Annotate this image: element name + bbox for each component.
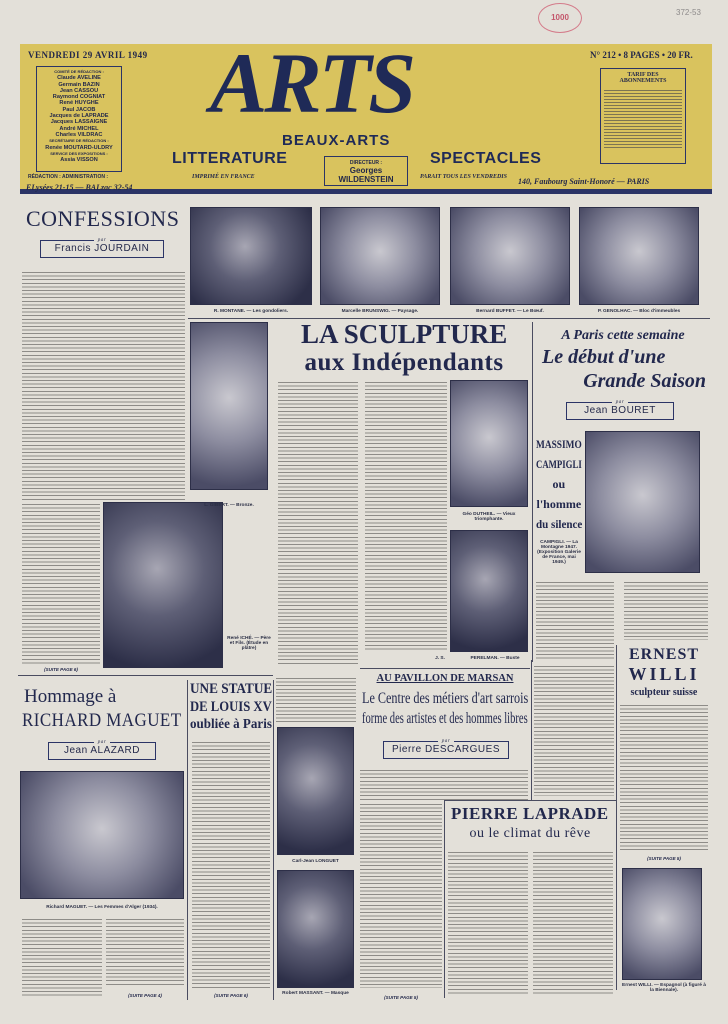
sculpture-photo-massant <box>277 870 354 988</box>
committee-member: Jacques de LAPRADE <box>49 113 109 120</box>
continued-note: (SUITE PAGE 6) <box>214 993 248 998</box>
painting-brunswig <box>320 207 440 305</box>
laprade-title-1: PIERRE LAPRADE <box>451 804 609 823</box>
caption-perelman: PERELMAN. — Buste <box>470 656 520 661</box>
service-contact: Assia VISSON <box>60 157 98 164</box>
library-stamp: 1000 <box>538 3 582 33</box>
confessions-title: CONFESSIONS <box>26 206 180 231</box>
service-label: SERVICE DES EXPOSITIONS : <box>50 150 108 156</box>
byline-par: par <box>438 739 454 744</box>
sculpture-body-cont <box>276 676 356 724</box>
sculpture-title-1: LA SCULPTURE <box>301 319 508 349</box>
saison-title-2: Grande Saison <box>583 370 706 392</box>
willi-title-1: ERNEST <box>629 646 700 663</box>
weekly-note: PARAIT TOUS LES VENDREDIS <box>420 174 507 180</box>
byline-par: par <box>94 238 110 243</box>
committee-member: René HUYGHE <box>59 100 99 107</box>
painting-montane <box>190 207 312 305</box>
subscriptions-title: TARIF DES ABONNEMENTS <box>619 72 667 84</box>
caption-dutheil: Géo DUTHEIL. — Vieux triomphante. <box>462 512 516 522</box>
maguet-title-2: RICHARD MAGUET <box>22 710 182 731</box>
logo-arts: ARTS <box>210 35 414 131</box>
committee-member: Claude AVELINE <box>57 75 101 82</box>
committee-member: Paul JACOB <box>62 106 96 113</box>
author: Francis JOURDAIN <box>54 243 150 254</box>
committee-member: Jacques LASSAIGNE <box>50 119 108 126</box>
committee-member: Germain BAZIN <box>58 81 100 88</box>
campigli-line: ou <box>552 477 566 491</box>
marsan-title-1: Le Centre des métiers d'art sarrois <box>362 690 529 707</box>
maguet-title-1: Hommage à <box>24 686 117 707</box>
confessions-byline <box>40 240 164 258</box>
director-first: Georges <box>349 166 383 175</box>
phones: ELysées 21-15 — BALzac 32-54 <box>26 183 133 192</box>
painting-maguet <box>20 771 184 899</box>
saison-body-cont <box>534 664 614 796</box>
marsan-body <box>360 802 442 988</box>
sculpture-title-2: aux Indépendants <box>304 349 504 376</box>
logo-beaux-arts: BEAUX-ARTS <box>282 132 391 149</box>
campigli-line: CAMPIGLI <box>536 457 582 471</box>
saison-body-col1 <box>536 580 614 660</box>
section-spectacles: SPECTACLES <box>430 150 542 167</box>
painting-genolhac <box>579 207 699 305</box>
confessions-body <box>22 270 185 500</box>
committee-member: Raymond COGNIAT <box>52 94 106 101</box>
director-last: WILDENSTEIN <box>338 175 394 184</box>
painting-buffet <box>450 207 570 305</box>
caption-iche: René ICHÉ. — Père et Fils. (Étude en plâtre) <box>227 636 271 651</box>
address: 140, Faubourg Saint-Honoré — PARIS <box>518 177 650 186</box>
sculpture-photo-gibert <box>190 322 268 490</box>
louis-title-1: UNE STATUE <box>190 681 273 697</box>
archive-reference: 372-53 <box>676 8 701 17</box>
sculpture-photo-willi <box>622 868 702 980</box>
painting-campigli <box>585 431 700 573</box>
louis-title-3: oubliée à Paris <box>190 717 272 732</box>
marsan-title-2: forme des artistes et des hommes libres <box>362 710 528 727</box>
saison-byline <box>566 402 674 420</box>
maguet-body-col1 <box>22 917 102 997</box>
offices: RÉDACTION : ADMINISTRATION : <box>28 174 108 180</box>
willi-subtitle: sculpteur suisse <box>630 687 698 698</box>
continued-note: (SUITE PAGE 5) <box>647 856 681 861</box>
maguet-body-col2 <box>106 917 184 987</box>
caption-campigli: CAMPIGLI. — La Montagne 1947. (Exposition Galerie de France, mai 1949.) <box>537 540 581 565</box>
committee-member: Charles VILDRAC <box>55 131 103 138</box>
caption-buffet: Bernard BUFFET. — Le Bœuf. <box>476 309 544 314</box>
masthead <box>20 35 712 194</box>
louis-title-2: DE LOUIS XV <box>190 699 272 715</box>
issue-number: N° 212 • 8 PAGES • 20 FR. <box>590 50 693 60</box>
saison-kicker: A Paris cette semaine <box>561 328 685 343</box>
laprade-title-2: ou le climat du rêve <box>469 826 591 841</box>
caption-longuet: Carl-Jean LONGUET <box>292 859 339 864</box>
caption-montane: R. MONTANE. — Les gondoliers. <box>213 309 289 314</box>
continued-note: (SUITE PAGE 6) <box>44 667 78 672</box>
marsan-kicker: AU PAVILLON DE MARSAN <box>376 673 514 684</box>
continued-note: (SUITE PAGE 4) <box>128 993 162 998</box>
editorial-committee <box>36 66 122 172</box>
sculpture-body-col1 <box>278 380 358 664</box>
caption-maguet: Richard MAGUET. — Les Femmes d'Alger (1934). <box>46 905 158 910</box>
sculpture-photo-perelman <box>450 530 528 652</box>
director-box <box>324 156 408 186</box>
maguet-byline <box>48 742 156 760</box>
caption-genolhac: P. GENOLHAC. — Bloc d'immeubles <box>597 309 681 314</box>
sculpture-body-col2 <box>365 380 447 650</box>
saison-body-col2 <box>624 580 708 640</box>
author: Jean ALAZARD <box>63 745 141 756</box>
caption-brunswig: Marcelle BRUNSWIG. — Paysage. <box>341 309 419 314</box>
subscriptions-box <box>600 68 686 164</box>
caption-perelman-initials: J. S. <box>435 656 445 661</box>
committee-member: André MICHEL <box>59 125 99 132</box>
caption-gibert: L. GIBERT. — Bronze. <box>204 503 254 508</box>
section-litterature: LITTERATURE <box>172 150 288 167</box>
byline-par: par <box>94 740 110 745</box>
committee-member: Jean CASSOU <box>59 87 99 94</box>
caption-willi: Ernest WILLI. — Espagnol (à figuré à la Biennale). <box>622 983 706 993</box>
issue-date: VENDREDI 29 AVRIL 1949 <box>28 50 148 60</box>
saison-title-1: Le début d'une <box>542 346 666 368</box>
campigli-line: l'homme <box>536 497 582 511</box>
marsan-byline <box>383 741 509 759</box>
willi-body <box>620 703 708 852</box>
laprade-body-col2 <box>533 850 613 996</box>
committee-label: COMITÉ DE RÉDACTION : <box>54 69 104 74</box>
campigli-line: MASSIMO <box>536 437 582 451</box>
marsan-intro <box>360 768 528 800</box>
continued-note: (SUITE PAGE 5) <box>384 995 418 1000</box>
sculpture-photo-longuet <box>277 727 354 855</box>
confessions-body-cont <box>22 502 100 665</box>
author: Pierre DESCARGUES <box>392 744 500 755</box>
byline-par: par <box>612 400 628 405</box>
laprade-body-col1 <box>448 850 528 996</box>
secretary-label: SECRÉTAIRE DE RÉDACTION : <box>49 138 109 144</box>
caption-massant: Robert MASSANT. — Masque <box>282 991 349 996</box>
sculpture-photo-iche <box>103 502 223 668</box>
secretary: Renée MOUTARD-ULDRY <box>45 144 113 151</box>
author: Jean BOURET <box>584 405 656 416</box>
director-label: DIRECTEUR : <box>349 160 383 166</box>
sculpture-photo-dutheil <box>450 380 528 507</box>
printed-in-france: IMPRIMÉ EN FRANCE <box>192 174 255 180</box>
willi-title-2: WILLI <box>628 664 700 684</box>
campigli-line: du silence <box>536 517 583 531</box>
louis-body <box>192 740 270 988</box>
